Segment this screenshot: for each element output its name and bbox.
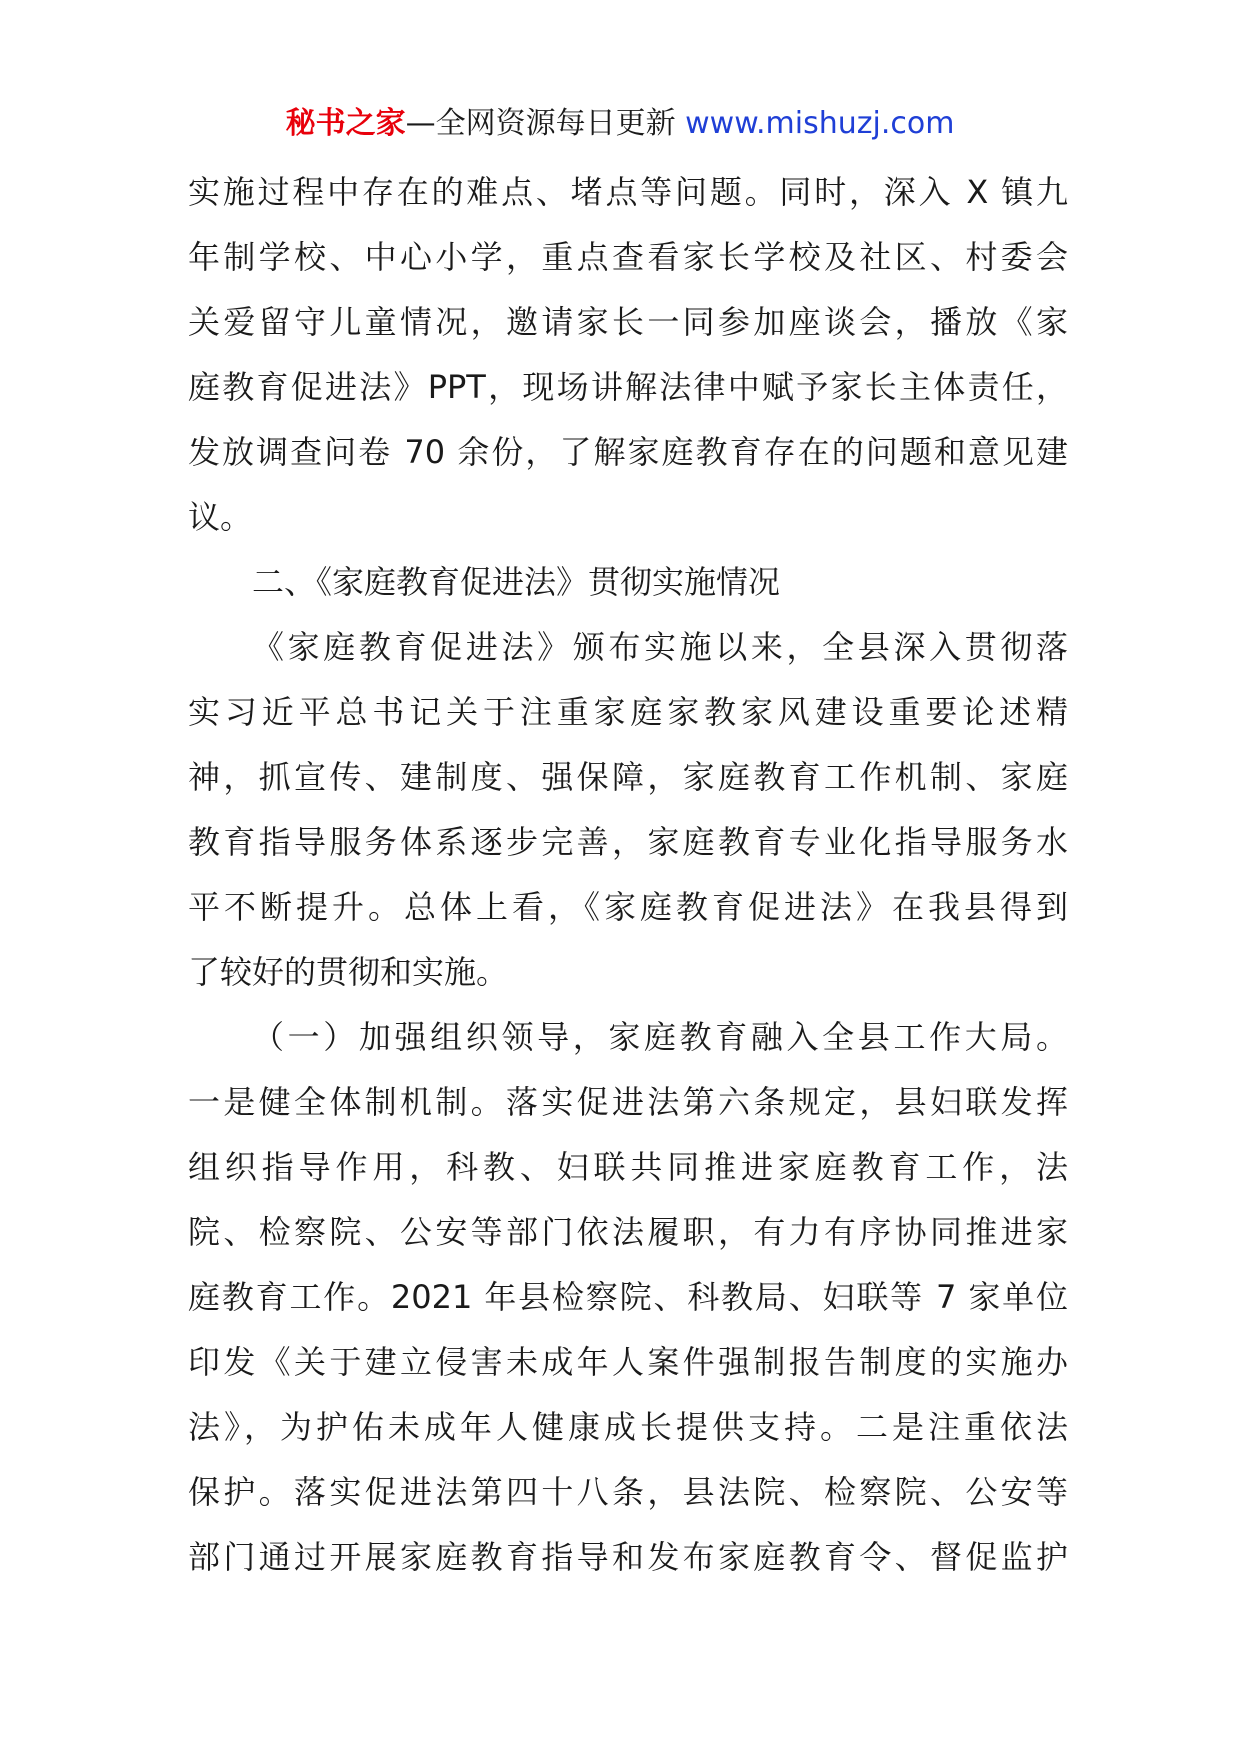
- body-line: 保护。落实促进法第四十八条，县法院、检察院、公安等: [188, 1473, 1068, 1511]
- body-line: 《家庭教育促进法》颁布实施以来，全县深入贯彻落: [252, 628, 1068, 666]
- body-line: 实施过程中存在的难点、堵点等问题。同时，深入 X 镇九: [188, 173, 1068, 211]
- body-line: 庭教育工作。2021 年县检察院、科教局、妇联等 7 家单位: [188, 1278, 1068, 1316]
- page-header: [0, 102, 1240, 146]
- body-line: 神，抓宣传、建制度、强保障，家庭教育工作机制、家庭: [188, 758, 1068, 796]
- body-line: 教育指导服务体系逐步完善，家庭教育专业化指导服务水: [188, 823, 1068, 861]
- body-line: 平不断提升。总体上看，《家庭教育促进法》在我县得到: [188, 888, 1068, 926]
- document-body: [188, 160, 1068, 1590]
- body-line: 关爱留守儿童情况，邀请家长一同参加座谈会，播放《家: [188, 303, 1068, 341]
- section-heading: 二、《家庭教育促进法》贯彻实施情况: [252, 563, 781, 601]
- body-line: 议。: [188, 498, 253, 536]
- body-line: 部门通过开展家庭教育指导和发布家庭教育令、督促监护: [188, 1538, 1068, 1576]
- header-brand: 秘书之家: [285, 106, 406, 141]
- body-line: 发放调查问卷 70 余份，了解家庭教育存在的问题和意见建: [188, 433, 1068, 471]
- body-line: 组织指导作用，科教、妇联共同推进家庭教育工作，法: [188, 1148, 1068, 1186]
- header-url[interactable]: www.mishuzj.com: [685, 106, 955, 141]
- body-line: 法》，为护佑未成年人健康成长提供支持。二是注重依法: [188, 1408, 1068, 1446]
- body-line: 印发《关于建立侵害未成年人案件强制报告制度的实施办: [188, 1343, 1068, 1381]
- body-line: 实习近平总书记关于注重家庭家教家风建设重要论述精: [188, 693, 1068, 731]
- body-line: 一是健全体制机制。落实促进法第六条规定，县妇联发挥: [188, 1083, 1068, 1121]
- body-line: 院、检察院、公安等部门依法履职，有力有序协同推进家: [188, 1213, 1068, 1251]
- subsection-heading: （一）加强组织领导，家庭教育融入全县工作大局。: [252, 1018, 1068, 1056]
- body-line: 了较好的贯彻和实施。: [188, 953, 509, 991]
- body-line: 年制学校、中心小学，重点查看家长学校及社区、村委会: [188, 238, 1068, 276]
- header-slogan: —全网资源每日更新: [405, 106, 676, 141]
- body-line: 庭教育促进法》PPT，现场讲解法律中赋予家长主体责任，: [188, 368, 1068, 406]
